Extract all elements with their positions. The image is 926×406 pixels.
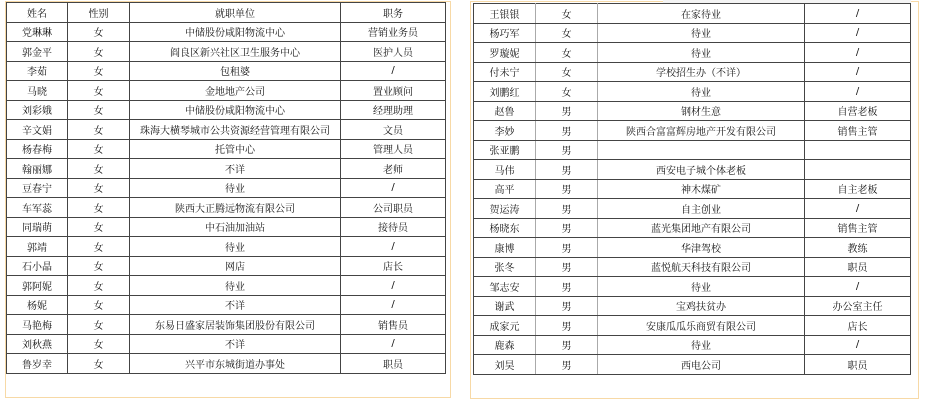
name-cell: 刘彩娥 [7, 100, 68, 120]
column-header: 职务 [341, 3, 446, 23]
position-cell: 销售主管 [805, 218, 911, 238]
name-cell: 石小晶 [7, 256, 68, 276]
employer-cell: 中石油加油站 [130, 217, 341, 237]
name-cell: 杨妮 [7, 295, 68, 315]
gender-cell: 女 [68, 256, 130, 276]
gender-cell: 男 [536, 121, 598, 141]
table-row [7, 276, 446, 296]
employer-cell: 包租婆 [130, 61, 341, 81]
table-row [474, 4, 911, 24]
employer-cell: 托管中心 [130, 139, 341, 159]
position-cell: / [341, 237, 446, 257]
column-header: 性别 [68, 3, 130, 23]
position-cell: 职员 [341, 354, 446, 374]
employer-cell: 待业 [130, 237, 341, 257]
employer-cell: 待业 [598, 23, 805, 43]
table-row [7, 159, 446, 179]
name-cell: 刘秋燕 [7, 334, 68, 354]
table-row [7, 315, 446, 335]
name-cell: 同瑞萌 [7, 217, 68, 237]
table-row [474, 335, 911, 355]
gender-cell: 男 [536, 335, 598, 355]
gender-cell: 女 [68, 100, 130, 120]
position-cell: 职员 [805, 355, 911, 375]
table-row [474, 257, 911, 277]
table-row [7, 100, 446, 120]
name-cell: 张冬 [474, 257, 536, 277]
table-row [7, 256, 446, 276]
gender-cell: 男 [536, 199, 598, 219]
employer-cell: 自主创业 [598, 199, 805, 219]
employer-cell: 东易日盛家居装饰集团股份有限公司 [130, 315, 341, 335]
position-cell: 教练 [805, 238, 911, 258]
gender-cell: 女 [68, 22, 130, 42]
employer-cell: 蓝悦航天科技有限公司 [598, 257, 805, 277]
employer-cell: 中储股份咸阳物流中心 [130, 22, 341, 42]
position-cell: / [805, 82, 911, 102]
table-row [7, 22, 446, 42]
name-cell: 康博 [474, 238, 536, 258]
gender-cell: 女 [68, 217, 130, 237]
employer-cell: 不详 [130, 334, 341, 354]
employer-cell: 不详 [130, 159, 341, 179]
employer-cell: 神木煤矿 [598, 179, 805, 199]
employer-cell: 兴平市东城街道办事处 [130, 354, 341, 374]
table-row [7, 139, 446, 159]
position-cell: 店长 [341, 256, 446, 276]
position-cell: 职员 [805, 257, 911, 277]
name-cell: 谢武 [474, 296, 536, 316]
table-row [7, 61, 446, 81]
employer-cell: 西电公司 [598, 355, 805, 375]
name-cell: 李茹 [7, 61, 68, 81]
gender-cell: 男 [536, 355, 598, 375]
name-cell: 成家元 [474, 316, 536, 336]
table-row [474, 140, 911, 160]
position-cell: 销售主管 [805, 121, 911, 141]
gender-cell: 男 [536, 179, 598, 199]
gender-cell: 男 [536, 101, 598, 121]
name-cell: 翰丽娜 [7, 159, 68, 179]
name-cell: 郭金平 [7, 42, 68, 62]
name-cell: 付未宁 [474, 62, 536, 82]
name-cell: 党琳琳 [7, 22, 68, 42]
position-cell: / [805, 335, 911, 355]
column-header: 姓名 [7, 3, 68, 23]
position-cell: / [341, 61, 446, 81]
name-cell: 马艳梅 [7, 315, 68, 335]
position-cell: 置业顾问 [341, 81, 446, 101]
table-row [474, 277, 911, 297]
name-cell: 王银银 [474, 4, 536, 24]
gender-cell: 女 [68, 120, 130, 140]
gender-cell: 女 [68, 295, 130, 315]
name-cell: 杨巧军 [474, 23, 536, 43]
table-row [474, 101, 911, 121]
employer-cell: 宝鸡扶贫办 [598, 296, 805, 316]
table-row [7, 198, 446, 218]
employment-table-right [473, 3, 911, 375]
position-cell: / [341, 295, 446, 315]
position-cell: 接待员 [341, 217, 446, 237]
gender-cell: 女 [68, 81, 130, 101]
table-row [474, 121, 911, 141]
position-cell: / [805, 62, 911, 82]
gender-cell: 女 [68, 237, 130, 257]
position-cell: 文员 [341, 120, 446, 140]
gender-cell: 男 [536, 140, 598, 160]
table-row [474, 160, 911, 180]
employer-cell: 华津驾校 [598, 238, 805, 258]
position-cell: 自主老板 [805, 179, 911, 199]
position-cell: 管理人员 [341, 139, 446, 159]
name-cell: 马晓 [7, 81, 68, 101]
gender-cell: 女 [536, 4, 598, 24]
employer-cell: 待业 [130, 276, 341, 296]
position-cell: / [805, 4, 911, 24]
position-cell: 销售员 [341, 315, 446, 335]
name-cell: 李妙 [474, 121, 536, 141]
gender-cell: 女 [68, 354, 130, 374]
position-cell [805, 160, 911, 180]
gender-cell: 女 [68, 42, 130, 62]
gender-cell: 男 [536, 160, 598, 180]
table-row [7, 334, 446, 354]
name-cell: 辛文娟 [7, 120, 68, 140]
gender-cell: 女 [536, 62, 598, 82]
employer-cell: 不详 [130, 295, 341, 315]
name-cell: 贺运涛 [474, 199, 536, 219]
employer-cell: 金地地产公司 [130, 81, 341, 101]
employer-cell: 蓝光集团地产有限公司 [598, 218, 805, 238]
name-cell: 杨春梅 [7, 139, 68, 159]
name-cell: 张亚鹏 [474, 140, 536, 160]
table-row [7, 81, 446, 101]
table-row [7, 354, 446, 374]
gender-cell: 男 [536, 296, 598, 316]
position-cell: 办公室主任 [805, 296, 911, 316]
gender-cell: 女 [68, 198, 130, 218]
position-cell: 医护人员 [341, 42, 446, 62]
employer-cell: 学校招生办（不详） [598, 62, 805, 82]
name-cell: 豆春宁 [7, 178, 68, 198]
name-cell: 刘鹏红 [474, 82, 536, 102]
name-cell: 刘昊 [474, 355, 536, 375]
gender-cell: 女 [536, 43, 598, 63]
position-cell: 自营老板 [805, 101, 911, 121]
column-header: 就职单位 [130, 3, 341, 23]
name-cell: 车军蕊 [7, 198, 68, 218]
gender-cell: 女 [68, 178, 130, 198]
position-cell: / [805, 277, 911, 297]
table-row [7, 295, 446, 315]
header-row [7, 3, 446, 23]
table-row [474, 218, 911, 238]
position-cell: / [341, 334, 446, 354]
name-cell: 马伟 [474, 160, 536, 180]
name-cell: 郭阿妮 [7, 276, 68, 296]
position-cell: 店长 [805, 316, 911, 336]
gender-cell: 男 [536, 238, 598, 258]
position-cell: 营销业务员 [341, 22, 446, 42]
employer-cell [598, 140, 805, 160]
name-cell: 罗璇妮 [474, 43, 536, 63]
employment-table-left [6, 2, 446, 374]
employer-cell: 待业 [598, 335, 805, 355]
employer-cell: 待业 [598, 277, 805, 297]
name-cell: 赵鲁 [474, 101, 536, 121]
employer-cell: 陕西合富富辉房地产开发有限公司 [598, 121, 805, 141]
employer-cell: 阎良区新兴社区卫生服务中心 [130, 42, 341, 62]
name-cell: 杨晓东 [474, 218, 536, 238]
table-row [474, 43, 911, 63]
employer-cell: 珠海大横琴城市公共资源经营管理有限公司 [130, 120, 341, 140]
name-cell: 鲁岁幸 [7, 354, 68, 374]
table-row [474, 316, 911, 336]
table-row [7, 120, 446, 140]
name-cell: 鹿森 [474, 335, 536, 355]
position-cell: / [805, 23, 911, 43]
gender-cell: 女 [536, 23, 598, 43]
table-row [7, 42, 446, 62]
name-cell: 郭靖 [7, 237, 68, 257]
table-row [474, 296, 911, 316]
position-cell: 老师 [341, 159, 446, 179]
table-row [7, 217, 446, 237]
employer-cell: 网店 [130, 256, 341, 276]
gender-cell: 男 [536, 257, 598, 277]
gender-cell: 男 [536, 218, 598, 238]
employer-cell: 陕西大正腾远物流有限公司 [130, 198, 341, 218]
employer-cell: 待业 [598, 43, 805, 63]
position-cell: / [805, 43, 911, 63]
gender-cell: 女 [68, 276, 130, 296]
position-cell: / [341, 178, 446, 198]
table-row [474, 82, 911, 102]
employer-cell: 待业 [598, 82, 805, 102]
employer-cell: 钢材生意 [598, 101, 805, 121]
table-row [474, 199, 911, 219]
gender-cell: 女 [536, 82, 598, 102]
table-row [474, 62, 911, 82]
employer-cell: 西安电子城个体老板 [598, 160, 805, 180]
position-cell: 经理助理 [341, 100, 446, 120]
position-cell: / [805, 199, 911, 219]
gender-cell: 男 [536, 277, 598, 297]
employer-cell: 中储股份咸阳物流中心 [130, 100, 341, 120]
name-cell: 邹志安 [474, 277, 536, 297]
position-cell: / [341, 276, 446, 296]
position-cell: 公司职员 [341, 198, 446, 218]
table-row [7, 237, 446, 257]
position-cell [805, 140, 911, 160]
gender-cell: 女 [68, 159, 130, 179]
table-row [474, 23, 911, 43]
gender-cell: 女 [68, 315, 130, 335]
employer-cell: 在家待业 [598, 4, 805, 24]
gender-cell: 男 [536, 316, 598, 336]
gender-cell: 女 [68, 139, 130, 159]
table-row [7, 178, 446, 198]
employer-cell: 安康瓜瓜乐商贸有限公司 [598, 316, 805, 336]
table-row [474, 355, 911, 375]
table-row [474, 238, 911, 258]
table-row [474, 179, 911, 199]
employer-cell: 待业 [130, 178, 341, 198]
gender-cell: 女 [68, 61, 130, 81]
name-cell: 高平 [474, 179, 536, 199]
gender-cell: 女 [68, 334, 130, 354]
